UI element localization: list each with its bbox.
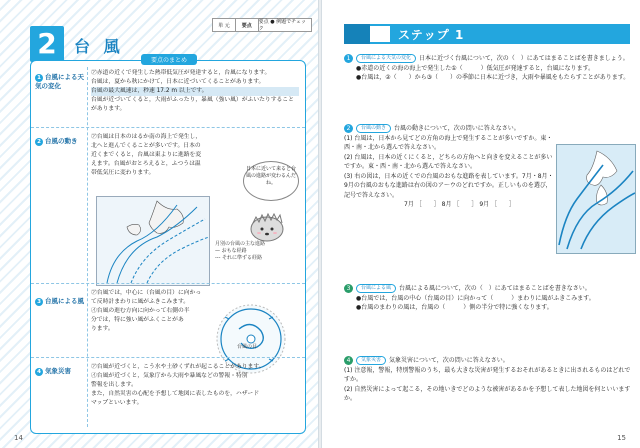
section-4-line: 警報を出します。 (91, 382, 137, 388)
section-4-body (91, 363, 299, 408)
question-3-item: ●台風のまわりの風は，台風の（ ）側の半分で特に強くなります。 (356, 304, 553, 311)
book-gutter (318, 0, 322, 448)
section-1-line: ㋐赤道の近くで発生した熱帯低気圧が発達すると，台風になります。 (91, 70, 271, 76)
question-2-item: (1) 台風は，日本から見てどの方角の海上で発生することが多いですか。東・西・南・北から選んで答えなさい。 (344, 134, 553, 151)
section-4-label (35, 367, 89, 376)
section-1-title: 台風による天気の変化 (35, 73, 84, 90)
section-1-line: 台風の最大風速は，秒速 17.2 m 以上です。 (91, 87, 299, 96)
section-4-line: ㋑台風が近づくと，気象庁から大雨や暴風などの警報・特別 (91, 373, 248, 379)
summary-box (30, 57, 306, 434)
section-2-line: 帯低気圧に変わります。 (91, 170, 155, 176)
question-2-item: (2) 台風は，日本の近くにくると，どちらの方角へと向きを変えることが多いですか。東・西・南・北から選んで答えなさい。 (344, 153, 553, 170)
header-tab-unit: 単 元 (213, 19, 236, 31)
question-4-item: (1) 注意報，警報，特別警報のうち，最も大きな災害が発生するおそれがあるときに出されるものはどれですか。 (344, 366, 631, 383)
question-3-text: 台風による風について，次の（ ）にあてはまることばを書きなさい。 (399, 285, 591, 292)
section-3-body (91, 289, 209, 334)
question-2-number: 2 (344, 124, 353, 133)
question-2-tag: 台風の動き (356, 124, 391, 133)
section-3-label (35, 297, 89, 306)
section-1-line: 台風が近づいてくると，大雨がふったり，暴風（強い風）がふいたりすることがあります。 (91, 97, 294, 112)
answer-month-7: 7月 (404, 201, 414, 208)
question-3-number: 3 (344, 284, 353, 293)
section-2-number: 2 (35, 138, 43, 146)
map-legend-item: — おもな経路 (215, 248, 247, 254)
page-number-right: 15 (617, 434, 626, 442)
section-1-label (35, 73, 89, 91)
page-number-left: 14 (14, 434, 23, 442)
typhoon-path-map-left (96, 196, 210, 286)
summary-tag: 要点のまとめ (141, 54, 197, 65)
question-4-number: 4 (344, 356, 353, 365)
map-legend-item: --- それに準ずる経路 (215, 255, 263, 261)
section-divider (31, 283, 305, 284)
question-4-item: (2) 自然災害によって起こる，その地いきでどのような被害があるかを予想して表した地図を何といいますか。 (344, 385, 631, 402)
header-tab-point: 要点 (236, 19, 259, 31)
section-2-body (91, 133, 239, 178)
section-3-line: ㋑台風の進む方向に向かって右側の半 (91, 308, 190, 314)
question-2-text: 台風の動きについて，次の問いに答えなさい。 (394, 125, 520, 132)
question-3-tag: 台風による風 (356, 284, 396, 293)
section-3-number: 3 (35, 298, 43, 306)
section-3-line: ㋐台風では，中心に（台風の目）に向かっ (91, 290, 202, 296)
section-2-line: 近くまでくると，台風は東よりに進路を変 (91, 152, 202, 158)
question-1-item: ●台風は，②（ ）から③（ ）の季節に日本に近づき，大雨や暴風をもたらすことがあります。 (356, 74, 630, 81)
question-3-item: ●台風では，台風の中心（台風の目）に向かって（ ）まわりに風がふきこみます。 (356, 294, 595, 302)
section-3-title: 台風による風 (45, 297, 84, 305)
typhoon-eye-caption: 台風の目 (237, 344, 258, 350)
unit-title: 台 風 (74, 37, 124, 56)
section-divider (31, 127, 305, 128)
section-4-line: マップといいます。 (91, 400, 143, 406)
question-1 (344, 54, 634, 83)
question-1-number: 1 (344, 54, 353, 63)
section-2-line: えます。台風がおとろえると，ふつうは温 (91, 161, 201, 167)
question-1-item: ●赤道の近くの海の海上で発生した①（ ）低気圧が発達すると，台風になります。 (356, 64, 595, 72)
section-4-title: 気象災害 (45, 367, 71, 375)
section-3-line: て反時計まわりに風がふきこみます。 (91, 299, 190, 305)
step-header-decoration (344, 24, 370, 44)
section-2-line: ㋐台風は日本のはるか南の海上で発生し， (91, 134, 202, 140)
section-2-label (35, 137, 89, 146)
unit-number-badge: 2 (30, 26, 64, 62)
step-title: ステップ 1 (398, 28, 465, 42)
step-icon (370, 26, 390, 42)
section-divider (31, 357, 305, 358)
section-1-number: 1 (35, 74, 43, 82)
question-4 (344, 356, 634, 404)
section-4-line: ㋐台風が近づくと，こう水や土砂くずれが起こることがあります。 (91, 364, 265, 370)
question-4-text: 気象災害について，次の問いに答えなさい。 (389, 357, 509, 364)
section-4-number: 4 (35, 368, 43, 376)
question-2: 2 台風の動き 台風の動きについて，次の問いに答えなさい。 (1) 台風は，日本から見てどの方角の海上で発生することが多いですか。東・西・南・北から選んで答えなさい。 (2) 台風は，日本の近くにくると，どちらの方角へと向きを変えることが多いですか。東・西・南・北から選んで答えなさい。 (3) 右の図は，日本の近くでの台風のおもな進路を表しています。7月・8月・9月の台風のおもな進路は右の図のア〜ウのどれですか。正しいものを選び，記号で答えなさい。 7月 ［ ］ 8月 ［ ］ 9月 ［ ］ (344, 125, 554, 208)
map-legend (215, 241, 295, 262)
answer-month-9: 9月 (479, 201, 490, 208)
question-1-tag: 台風による天気の変化 (356, 54, 416, 63)
question-3 (344, 284, 634, 313)
japan-typhoon-path-map (556, 144, 636, 254)
question-2-item: (3) 右の図は，日本の近くでの台風のおもな進路を表しています。7月・8月・9月の台風のおもな進路は右の図のア〜ウのどれですか。正しいものを選び，記号で答えなさい。 (344, 172, 554, 199)
header-tabs (212, 18, 312, 32)
section-3-line: ります。 (91, 326, 114, 332)
header-tab-check: 要点 ● 例題でチェック (258, 19, 307, 32)
hedgehog-mascot-icon (247, 209, 287, 243)
section-1-line: 台風は，夏から秋にかけて，日本に近づいてくることがあります。 (91, 79, 265, 85)
section-4-line: また，自然災害の心配を予想して地図に表したものを，ハザード (91, 391, 260, 397)
section-1-body (91, 69, 299, 114)
question-4-tag: 気象災害 (356, 356, 386, 365)
map-legend-title: 月別の台風の主な進路 (215, 241, 266, 247)
section-3-line: 分では，特に強い風がふくことがあ (91, 317, 184, 323)
mascot-speech-bubble: 日本に近いて来ると台風の進路が変わるんだね。 (243, 161, 299, 201)
answer-month-8: 8月 (441, 201, 452, 208)
question-1-text: 日本に近づく台風について，次の（ ）にあてはまることばを書きましょう。 (419, 55, 629, 62)
step-header (344, 24, 630, 44)
section-2-title: 台風の動き (45, 137, 78, 145)
typhoon-path-map-graphic (97, 197, 209, 285)
section-2-line: 北へと進んでくることが多いです。日本の (91, 143, 201, 149)
right-page (320, 0, 640, 448)
